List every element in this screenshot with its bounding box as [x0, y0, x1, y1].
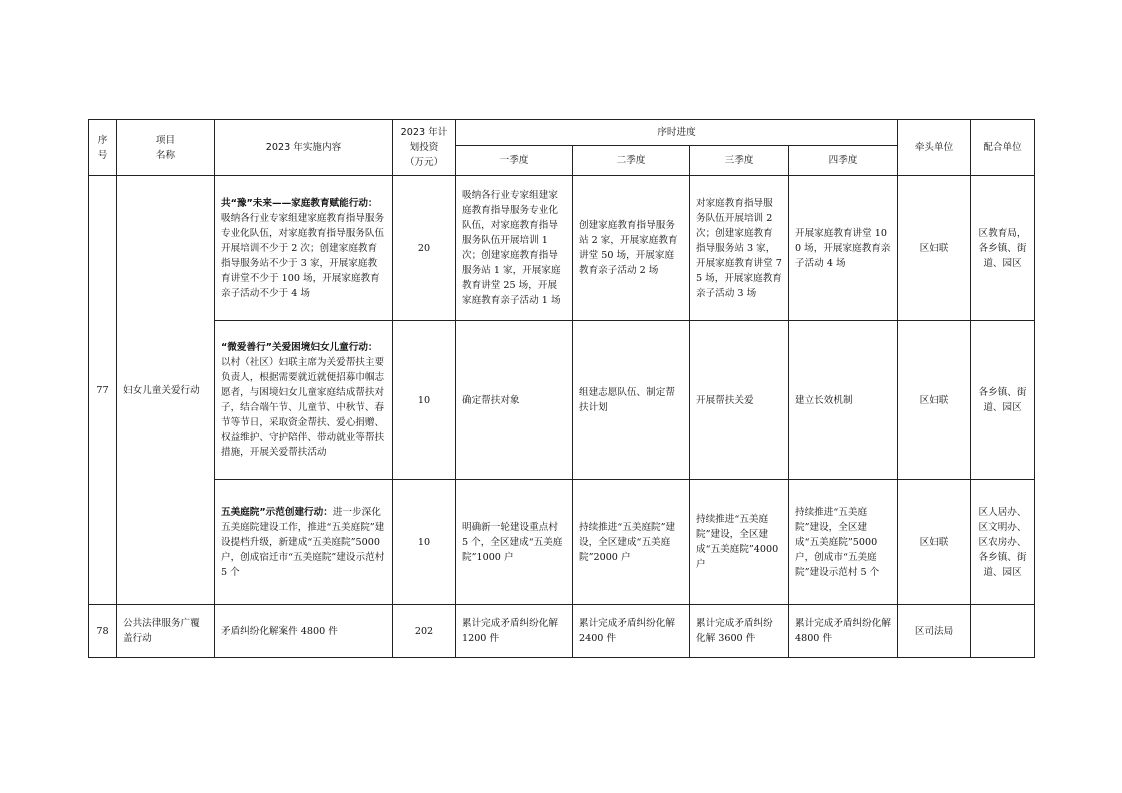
investment-cell: 10 [393, 480, 456, 605]
header-q2: 二季度 [573, 146, 690, 176]
q4-cell: 累计完成矛盾纠纷化解 4800 件 [789, 605, 898, 658]
header-lead: 牵头单位 [898, 120, 971, 176]
q3-cell: 持续推进“五美庭院”建设，全区建成“五美庭院”4000 户 [690, 480, 789, 605]
q3-cell: 对家庭教育指导服务队伍开展培训 2 次；创建家庭教育指导服务站 3 家，开展家庭教育讲堂 75 场，开展家庭教育亲子活动 3 场 [690, 176, 789, 321]
header-q3: 三季度 [690, 146, 789, 176]
lead-cell: 区妇联 [898, 321, 971, 480]
header-q4: 四季度 [789, 146, 898, 176]
q3-cell: 累计完成矛盾纠纷化解 3600 件 [690, 605, 789, 658]
q3-cell: 开展帮扶关爱 [690, 321, 789, 480]
header-partner: 配合单位 [971, 120, 1035, 176]
header-investment: 2023 年计 划投资 （万元） [393, 120, 456, 176]
q1-cell: 明确新一轮建设重点村 5 个，全区建成“五美庭院”1000 户 [456, 480, 573, 605]
content-cell [215, 321, 393, 480]
content-cell [215, 480, 393, 605]
header-q1: 一季度 [456, 146, 573, 176]
lead-cell: 区妇联 [898, 480, 971, 605]
sub-body: 以村（社区）妇联主席为关爱帮扶主要负责人，根据需要就近就便招募巾帼志愿者，与困境妇女儿童家庭结成帮扶对子，结合端午节、儿童节、中秋节、春节等节日，采取资金帮扶、爱心捐赠、权益维护、守护陪伴、带动就业等帮扶措施，开展关爱帮扶活动 [221, 357, 385, 458]
q4-cell: 持续推进“五美庭院”建设，全区建成“五美庭院”5000 户，创成市“五美庭院”建设示范村 5 个 [789, 480, 898, 605]
row-seq: 77 [89, 176, 117, 605]
plan-table [88, 119, 1035, 658]
investment-cell: 20 [393, 176, 456, 321]
q1-cell: 累计完成矛盾纠纷化解 1200 件 [456, 605, 573, 658]
partner-cell: 区教育局，各乡镇、街道、园区 [971, 176, 1035, 321]
partner-cell: 各乡镇、街道、园区 [971, 321, 1035, 480]
lead-cell: 区司法局 [898, 605, 971, 658]
q2-cell: 累计完成矛盾纠纷化解 2400 件 [573, 605, 690, 658]
sub-title: “微爱善行”关爱困境妇女儿童行动： [221, 342, 378, 353]
table-row [89, 605, 1035, 658]
q1-cell: 吸纳各行业专家组建家庭教育指导服务专业化队伍，对家庭教育指导服务队伍开展培训 1 次；创建家庭教育指导服务站 1 家，开展家庭教育讲堂 25 场，开展家庭教育亲子活动 1 场 [456, 176, 573, 321]
q2-cell: 持续推进“五美庭院”建设，全区建成“五美庭院”2000 户 [573, 480, 690, 605]
header-progress: 序时进度 [456, 120, 898, 146]
sub-body: 吸纳各行业专家组建家庭教育指导服务专业化队伍，对家庭教育指导服务队伍开展培训不少于 2 次；创建家庭教育指导服务站不少于 3 家，开展家庭教育讲堂不少于 100 场，开展家庭教育亲子活动不少于 4 场 [221, 212, 385, 299]
table-row [89, 176, 1035, 321]
partner-cell [971, 605, 1035, 658]
header-name: 项目 名称 [117, 120, 215, 176]
row-name: 公共法律服务广覆盖行动 [117, 605, 215, 658]
table-row [89, 480, 1035, 605]
sub-body: 进一步深化五美庭院建设工作，推进“五美庭院”建设提档升级，新建成“五美庭院”5000 户，创成宿迁市“五美庭院”建设示范村 5 个 [221, 506, 385, 578]
sub-title: 五美庭院”示范创建行动： [221, 506, 333, 518]
content-cell: 矛盾纠纷化解案件 4800 件 [215, 605, 393, 658]
q1-cell: 确定帮扶对象 [456, 321, 573, 480]
row-name: 妇女儿童关爱行动 [117, 176, 215, 605]
q2-cell: 组建志愿队伍、制定帮扶计划 [573, 321, 690, 480]
q4-cell: 开展家庭教育讲堂 100 场，开展家庭教育亲子活动 4 场 [789, 176, 898, 321]
investment-cell: 202 [393, 605, 456, 658]
content-cell [215, 176, 393, 321]
partner-cell: 区人居办、区文明办、区农房办、各乡镇、街道、园区 [971, 480, 1035, 605]
table-row [89, 321, 1035, 480]
header-seq: 序 号 [89, 120, 117, 176]
q4-cell: 建立长效机制 [789, 321, 898, 480]
lead-cell: 区妇联 [898, 176, 971, 321]
row-seq: 78 [89, 605, 117, 658]
q2-cell: 创建家庭教育指导服务站 2 家，开展家庭教育讲堂 50 场，开展家庭教育亲子活动 2 场 [573, 176, 690, 321]
header-content: 2023 年实施内容 [215, 120, 393, 176]
sub-title: 共“豫”未来——家庭教育赋能行动： [221, 197, 378, 209]
investment-cell: 10 [393, 321, 456, 480]
